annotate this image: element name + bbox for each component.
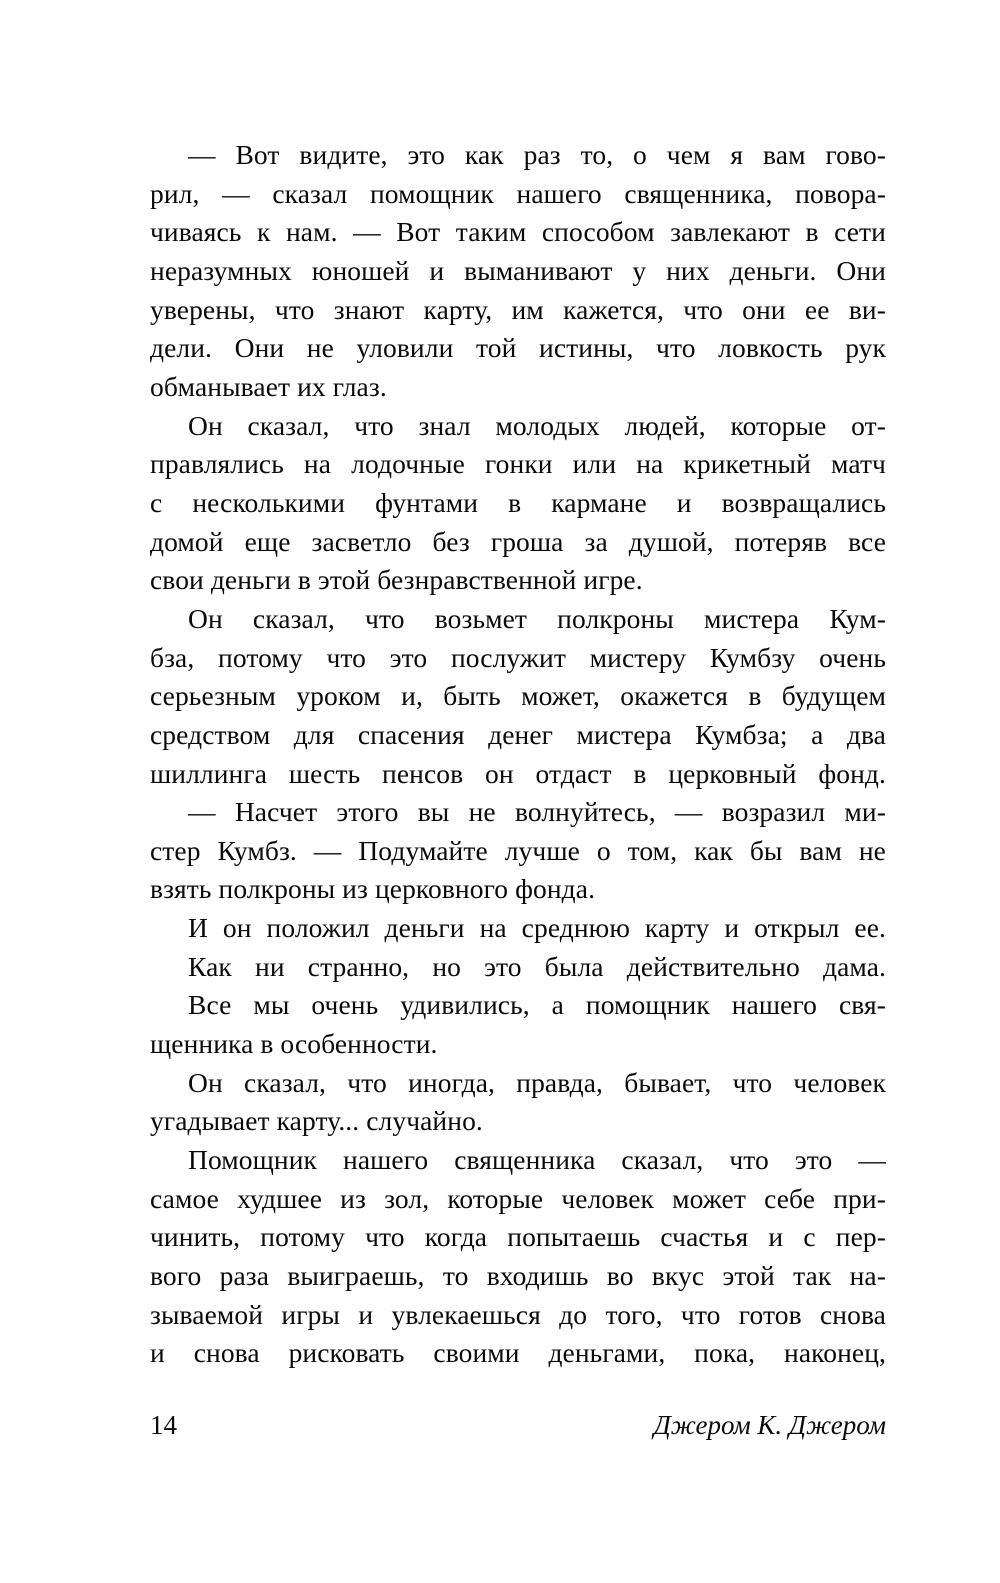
text-line: обманывает их глаз.	[150, 370, 387, 402]
text-line: дели. Они не уловили той истины, что ловкость рук	[150, 332, 886, 364]
page-text-block	[150, 136, 886, 1373]
text-line: серьезным уроком и, быть может, окажется в будущем	[150, 680, 886, 712]
text-line: И он положил деньги на среднюю карту и открыл ее.	[188, 912, 886, 944]
paragraph	[150, 1141, 886, 1373]
text-line: свои деньги в этой безнравственной игре.	[150, 564, 643, 596]
text-line: угадывает карту... случайно.	[150, 1105, 483, 1137]
text-line: рил, — сказал помощник нашего священника, повора-	[150, 177, 886, 209]
paragraph	[150, 1064, 886, 1141]
text-line: Он сказал, что знал молодых людей, которые от-	[188, 409, 886, 441]
text-line: Помощник нашего священника сказал, что это —	[188, 1144, 886, 1176]
text-line: и снова рисковать своими деньгами, пока, наконец,	[150, 1337, 886, 1369]
paragraph	[150, 909, 886, 948]
text-line: уверены, что знают карту, им кажется, что они ее ви-	[150, 293, 886, 325]
text-line: вого раза выиграешь, то входишь во вкус этой так на-	[150, 1260, 886, 1292]
text-line: взять полкроны из церковного фонда.	[150, 873, 596, 905]
text-line: чиваясь к нам. — Вот таким способом завлекают в сети	[150, 216, 886, 248]
paragraph	[150, 793, 886, 909]
text-line: самое худшее из зол, которые человек может себе при-	[150, 1182, 886, 1214]
text-line: Все мы очень удивились, а помощник нашего свя-	[188, 989, 886, 1021]
text-line: Он сказал, что возьмет полкроны мистера Кум-	[188, 602, 886, 634]
paragraph	[150, 136, 886, 407]
text-line: чинить, потому что когда попытаешь счастья и с пер-	[150, 1221, 886, 1253]
text-line: стер Кумбз. — Подумайте лучше о том, как бы вам не	[150, 834, 886, 866]
text-line: Он сказал, что иногда, правда, бывает, что человек	[188, 1066, 886, 1098]
text-line: правлялись на лодочные гонки или на крикетный матч	[150, 448, 886, 480]
text-line: зываемой игры и увлекаешься до того, что готов снова	[150, 1298, 886, 1330]
text-line: с несколькими фунтами в кармане и возвращались	[150, 486, 886, 518]
page-number: 14	[150, 1410, 177, 1440]
paragraph	[150, 407, 886, 600]
running-title-author: Джером К. Джером	[653, 1410, 886, 1440]
paragraph	[150, 948, 886, 987]
text-line: шиллинга шесть пенсов он отдаст в церковный фонд.	[150, 757, 886, 789]
text-line: неразумных юношей и выманивают у них деньги. Они	[150, 254, 886, 286]
paragraph	[150, 600, 886, 793]
text-line: Как ни странно, но это была действительно дама.	[188, 950, 886, 982]
paragraph	[150, 986, 886, 1063]
text-line: бза, потому что это послужит мистеру Кумбзу очень	[150, 641, 886, 673]
page-footer	[150, 1408, 886, 1442]
text-line: домой еще засветло без гроша за душой, потеряв все	[150, 525, 886, 557]
text-line: — Вот видите, это как раз то, о чем я вам гово-	[188, 139, 886, 170]
text-line: — Насчет этого вы не волнуйтесь, — возразил ми-	[188, 796, 886, 828]
text-line: средством для спасения денег мистера Кумбза; а два	[150, 718, 886, 750]
text-line: щенника в особенности.	[150, 1028, 438, 1060]
